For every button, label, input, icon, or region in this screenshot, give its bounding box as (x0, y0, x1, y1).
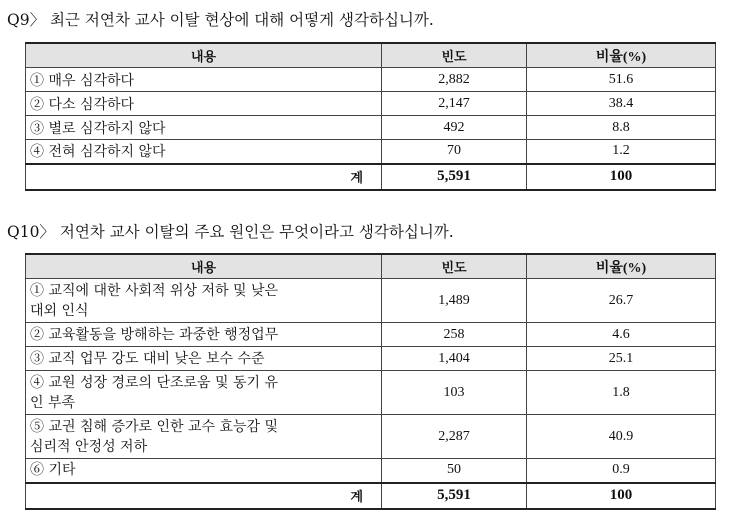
table-row (26, 347, 716, 371)
table-header-row (26, 43, 716, 68)
q9-title: Q9〉 최근 저연차 교사 이탈 현상에 대해 어떻게 생각하십니까. (7, 11, 434, 29)
row-freq: 1,404 (382, 347, 527, 371)
table-row (26, 279, 716, 323)
row-label: ⑥ 기타 (26, 459, 382, 483)
q10-title: Q10〉 저연차 교사 이탈의 주요 원인은 무엇이라고 생각하십니까. (7, 223, 454, 241)
row-freq: 2,147 (382, 92, 527, 116)
table-row (26, 92, 716, 116)
row-label: ② 교육활동을 방해하는 과중한 행정업무 (26, 323, 382, 347)
row-pct: 1.2 (527, 140, 716, 164)
header-pct: 비율(%) (527, 254, 716, 279)
table-row (26, 323, 716, 347)
table-header-row (26, 254, 716, 279)
row-pct: 8.8 (527, 116, 716, 140)
header-item: 내용 (26, 43, 382, 68)
q10-table (25, 253, 716, 510)
row-label-line: 대외 인식 (30, 302, 89, 319)
table-row (26, 459, 716, 483)
header-freq: 빈도 (382, 254, 527, 279)
row-label: ③ 교직 업무 강도 대비 낮은 보수 수준 (26, 347, 382, 371)
table-row (26, 140, 716, 164)
table-row (26, 116, 716, 140)
header-freq: 빈도 (382, 43, 527, 68)
row-label (26, 279, 382, 323)
row-pct: 4.6 (527, 323, 716, 347)
table-row (26, 371, 716, 415)
total-row (26, 164, 716, 190)
row-freq: 258 (382, 323, 527, 347)
row-freq: 2,882 (382, 68, 527, 92)
row-freq: 103 (382, 371, 527, 415)
row-pct: 26.7 (527, 279, 716, 323)
total-freq: 5,591 (382, 483, 527, 509)
total-label: 계 (26, 483, 382, 509)
total-label: 계 (26, 164, 382, 190)
header-item: 내용 (26, 254, 382, 279)
row-freq: 2,287 (382, 415, 527, 459)
row-pct: 51.6 (527, 68, 716, 92)
row-label (26, 371, 382, 415)
row-pct: 40.9 (527, 415, 716, 459)
row-label-line: ④ 교원 성장 경로의 단조로움 및 동기 유 (30, 374, 279, 391)
row-label: ② 다소 심각하다 (26, 92, 382, 116)
row-freq: 1,489 (382, 279, 527, 323)
row-pct: 0.9 (527, 459, 716, 483)
total-row (26, 483, 716, 509)
total-pct: 100 (527, 164, 716, 190)
row-label: ① 매우 심각하다 (26, 68, 382, 92)
table-row (26, 68, 716, 92)
row-label: ④ 전혀 심각하지 않다 (26, 140, 382, 164)
row-freq: 492 (382, 116, 527, 140)
row-pct: 38.4 (527, 92, 716, 116)
row-label-line: 인 부족 (30, 394, 76, 411)
q9-table (25, 42, 716, 191)
row-pct: 25.1 (527, 347, 716, 371)
row-freq: 70 (382, 140, 527, 164)
row-pct: 1.8 (527, 371, 716, 415)
row-label-line: ① 교직에 대한 사회적 위상 저하 및 낮은 (30, 282, 279, 299)
total-freq: 5,591 (382, 164, 527, 190)
row-label: ③ 별로 심각하지 않다 (26, 116, 382, 140)
table-row (26, 415, 716, 459)
row-freq: 50 (382, 459, 527, 483)
row-label-line: ⑤ 교권 침해 증가로 인한 교수 효능감 및 (30, 418, 279, 435)
row-label-line: 심리적 안정성 저하 (30, 438, 148, 455)
total-pct: 100 (527, 483, 716, 509)
header-pct: 비율(%) (527, 43, 716, 68)
row-label (26, 415, 382, 459)
